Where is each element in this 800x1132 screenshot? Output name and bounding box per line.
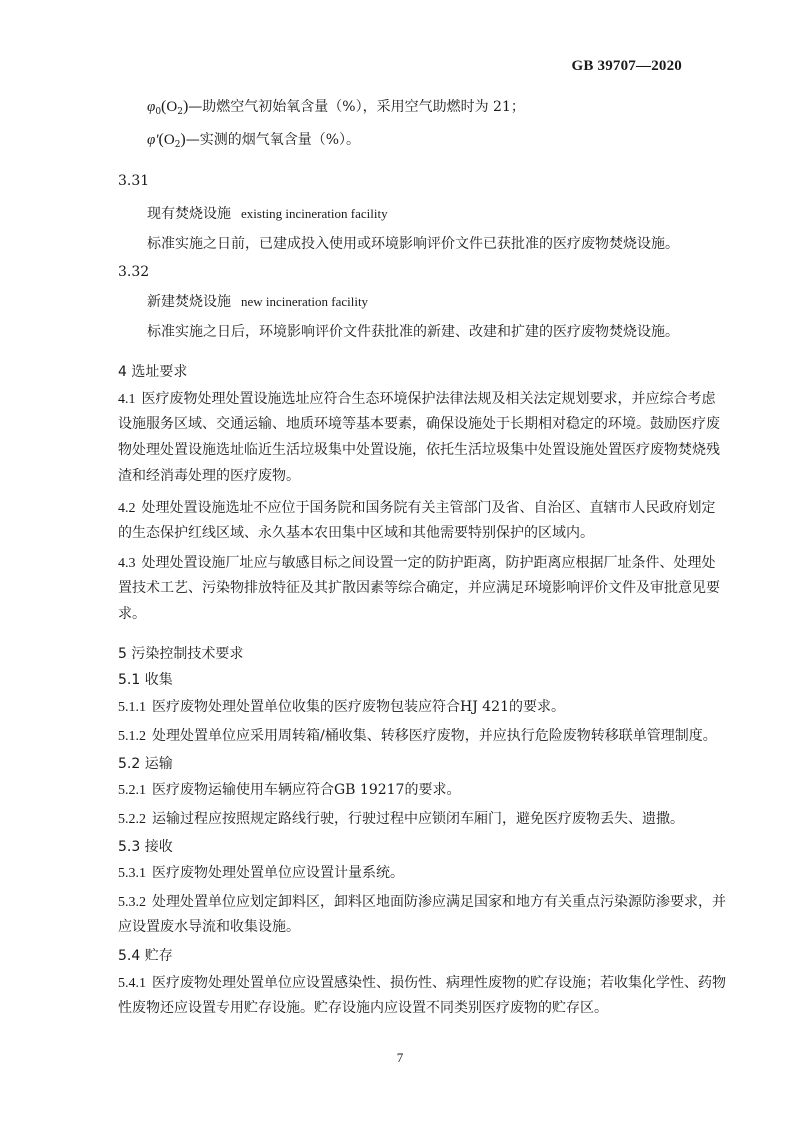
clause-text: 医疗废物处理处置设施选址应符合生态环境保护法律法规及相关法定规划要求，并应综合考虑 [141,391,716,407]
subsection-heading: 5.1 收集 [118,672,173,688]
term-definition: 标准实施之日后，环境影响评价文件获批准的新建、改建和扩建的医疗废物焚烧设施。 [147,324,679,340]
o2-symbol: O [166,99,178,115]
clause-text: 处理处置设施选址不应位于国务院和国务院有关主管部门及省、自治区、直辖市人民政府划定 [141,500,716,516]
o2-symbol: O [163,132,175,148]
term-english: existing incineration facility [241,206,388,221]
subsection-heading: 5.4 贮存 [118,948,173,964]
clause-line [118,727,717,746]
clause-line [118,893,726,912]
clause-number: 5.1.2 [118,729,146,744]
term-chinese: 现有焚烧设施 [147,206,231,222]
formula-var-phi-prime: $\varphi'(O_2)—$实测的烟气氧含量（%）。 [147,131,361,150]
subsection-heading: 5.2 运输 [118,756,173,772]
clause-line [118,390,716,409]
formula-var-desc: —助燃空气初始氧含量（%），采用空气助燃时为 21； [188,99,525,115]
phi-prime-symbol: φ' [147,132,159,148]
clause-line [118,864,682,883]
clause-line: 设施服务区域、交通运输、地质环境等基本要素，确保设施处于长期相对稳定的环境。鼓励医疗废 [118,416,720,432]
subsection-heading: 5.3 接收 [118,839,173,855]
clause-number: 5.1.1 [118,700,146,715]
clause-text: 医疗废物处理处置单位应设置感染性、损伤性、病理性废物的贮存设施；若收集化学性、药物 [152,975,726,991]
clause-line: 求。 [118,606,146,622]
clause-number: 4.1 [118,392,136,407]
formula-var-phi0: $\varphi_0(O_2)—$助燃空气初始氧含量（%），采用空气助燃时为 21； [147,98,525,117]
clause-line: 性废物还应设置专用贮存设施。贮存设施内应设置不同类别医疗废物的贮存区。 [118,1000,608,1016]
clause-text: 医疗废物处理处置单位收集的医疗废物包装应符合HJ 421的要求。 [152,699,565,715]
clause-number: 5.2.2 [118,812,146,827]
section-heading: 5 污染控制技术要求 [118,646,244,662]
clause-line: 的生态保护红线区域、永久基本农田集中区域和其他需要特别保护的区域内。 [118,525,594,541]
clause-line [118,554,716,573]
clause-number: 5.3.1 [118,866,146,881]
clause-line: 渣和经消毒处理的医疗废物。 [118,468,300,484]
term-number: 3.31 [118,173,150,189]
section-heading: 4 选址要求 [118,364,188,380]
clause-number: 5.4.1 [118,976,146,991]
clause-line [118,499,716,518]
clause-line [118,781,682,800]
o2-subscript: 2 [177,107,183,117]
clause-text: 处理处置单位应采用周转箱/桶收集、转移医疗废物，并应执行危险废物转移联单管理制度。 [152,728,717,744]
clause-number: 5.3.2 [118,895,146,910]
clause-line [118,698,682,717]
term-heading [147,293,682,311]
clause-number: 5.2.1 [118,783,146,798]
clause-text: 医疗废物运输使用车辆应符合GB 19217的要求。 [152,782,461,798]
page-number: 7 [396,1050,404,1065]
phi-symbol: φ [147,99,156,115]
clause-line: 应设置废水导流和收集设施。 [118,919,300,935]
phi-subscript: 0 [155,107,162,117]
term-chinese: 新建焚烧设施 [147,294,231,310]
clause-text: 运输过程应按照规定路线行驶，行驶过程中应锁闭车厢门，避免医疗废物丢失、遗撒。 [152,811,684,827]
clause-text: 处理处置设施厂址应与敏感目标之间设置一定的防护距离，防护距离应根据厂址条件、处理处 [141,555,716,571]
term-english: new incineration facility [241,294,369,309]
clause-number: 4.2 [118,501,136,516]
clause-line: 物处理处置设施选址临近生活垃圾集中处置设施，依托生活垃圾集中处置设施处置医疗废物焚烧残 [118,442,720,458]
clause-number: 4.3 [118,556,136,571]
clause-text: 处理处置单位应划定卸料区，卸料区地面防渗应满足国家和地方有关重点污染源防渗要求，并 [152,894,726,910]
formula-var-desc: —实测的烟气氧含量（%）。 [185,132,361,148]
standard-code: GB 39707—2020 [571,58,682,74]
clause-text: 医疗废物处理处置单位应设置计量系统。 [152,865,404,881]
clause-line [118,974,726,993]
o2-subscript: 2 [174,140,181,150]
term-number: 3.32 [118,264,150,280]
term-definition: 标准实施之日前，已建成投入使用或环境影响评价文件已获批准的医疗废物焚烧设施。 [147,236,679,252]
term-heading [147,205,682,223]
clause-line: 置技术工艺、污染物排放特征及其扩散因素等综合确定，并应满足环境影响评价文件及审批意见要 [118,580,720,596]
clause-line [118,810,682,829]
